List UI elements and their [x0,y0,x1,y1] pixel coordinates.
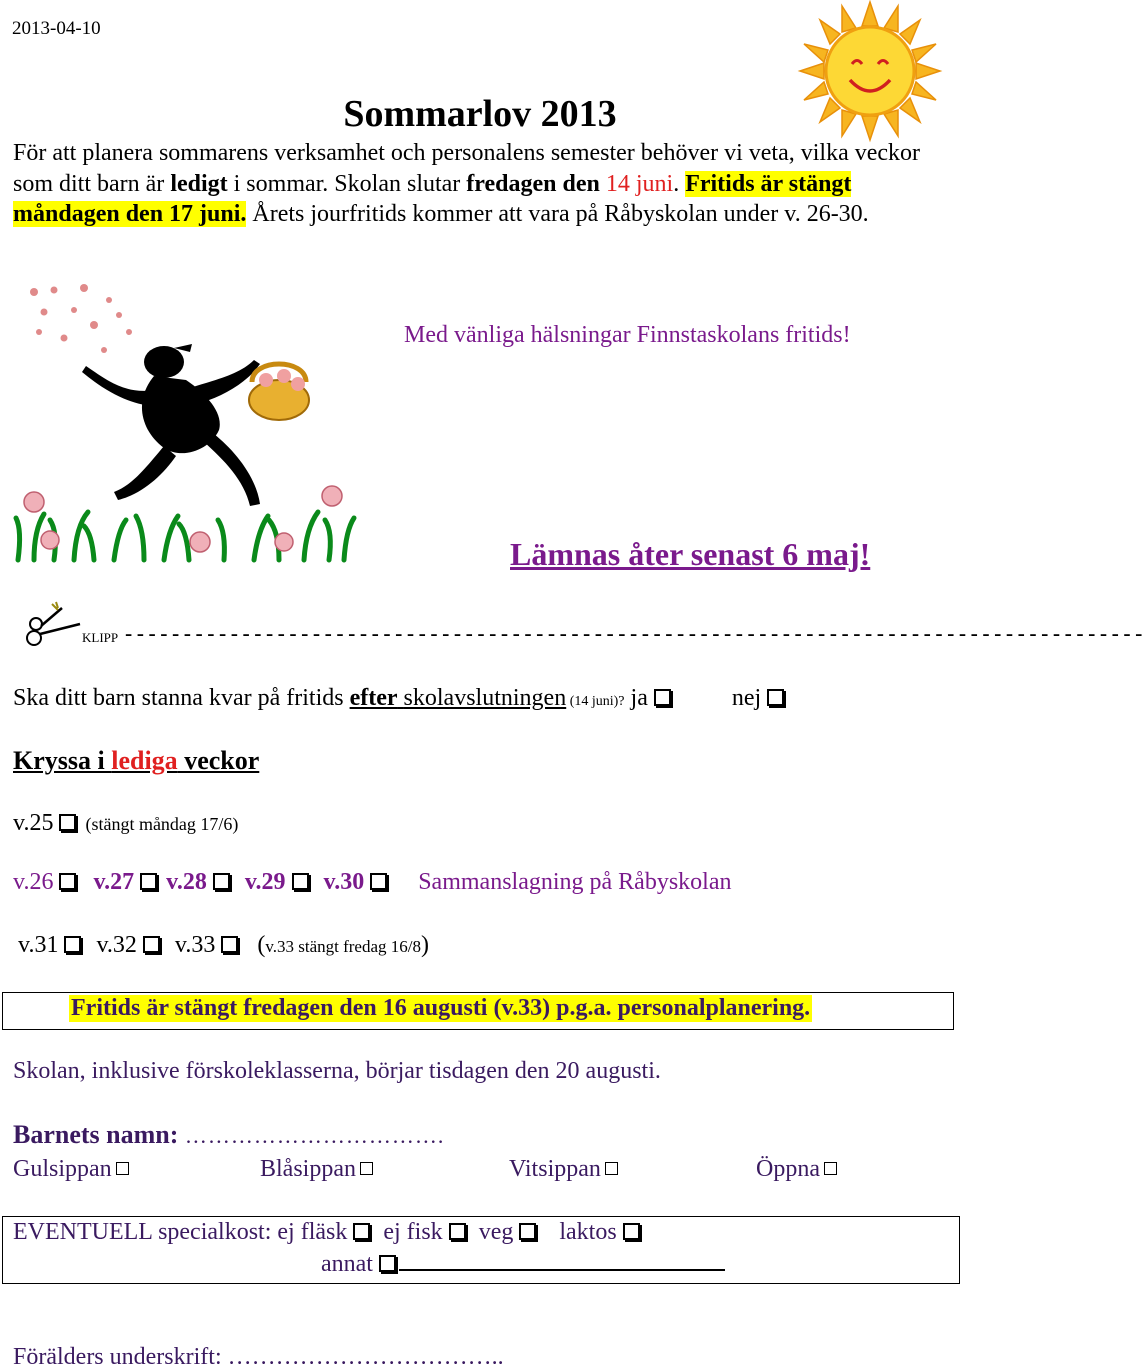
kryssa-veckor: veckor [177,746,260,775]
intro-text: . [673,170,686,197]
group-oppna[interactable] [756,1156,841,1183]
week-26-checkbox[interactable] [59,873,76,890]
week-29-checkbox[interactable] [292,873,309,890]
no-fish-checkbox[interactable] [449,1223,466,1240]
intro-text: För att planera sommarens verksamhet och personalens semester behöver vi veta, vilka veckor som ditt barn är [13,140,921,197]
weeks-31-33-row [18,932,429,959]
week-31-checkbox[interactable] [64,936,81,953]
week-27-checkbox[interactable] [140,873,157,890]
lactose-label: laktos [559,1219,617,1245]
flower-grass-icon [16,486,354,560]
week-33-note: v.33 stängt fredag 16/8 [265,937,421,956]
no-label: nej [731,685,762,711]
week-33-note-close: ) [421,932,429,958]
group-label: Gulsippan [13,1156,112,1182]
document-date: 2013-04-10 [12,18,101,39]
special-diet-label: EVENTUELL specialkost: ej fläsk [13,1219,348,1245]
scissors-icon [22,602,82,648]
week-33-label: v.33 [174,932,216,958]
regards-text: Med vänliga hälsningar Finnstaskolans fritids! [404,322,851,348]
week-26-label: v.26 [13,869,54,895]
child-name-field[interactable] [13,1120,444,1150]
intro-highlight-closed: Fritids är stängt måndagen den 17 juni. [13,170,852,227]
intro-red-date: 14 juni [605,170,674,197]
week-25-label: v.25 [13,810,54,836]
closed-notice-text: Fritids är stängt fredagen den 16 augusti (v.33) p.g.a. personalplanering. [71,995,811,1021]
week-28-checkbox[interactable] [213,873,230,890]
running-man-illustration [14,280,354,570]
week-33-checkbox[interactable] [221,936,238,953]
page-title: Sommarlov 2013 [343,93,617,135]
group-label: Vitsippan [509,1156,601,1182]
week-30-checkbox[interactable] [370,873,387,890]
special-diet-line1 [13,1219,643,1246]
other-checkbox[interactable] [379,1255,396,1272]
group-label: Öppna [756,1156,820,1182]
cut-line [22,602,1144,652]
week-32-label: v.32 [96,932,137,958]
kryssa-text: Kryssa i [13,746,112,775]
parent-signature-field[interactable] [13,1344,504,1371]
yes-label: ja [624,685,648,711]
group-blasippan[interactable] [260,1156,377,1183]
week-30-label: v.30 [323,869,365,895]
intro-bold-date: fredagen den [466,170,606,197]
intro-text: Årets jourfritids kommer att vara på Råbyskolan under v. 26-30. [246,201,869,227]
flower-basket-icon [249,364,309,420]
week-32-checkbox[interactable] [143,936,160,953]
intro-text: i sommar. Skolan slutar [227,170,467,197]
week-29-label: v.29 [244,869,286,895]
week-28-label: v.28 [166,869,207,895]
checkbox-icon[interactable] [116,1162,129,1175]
no-checkbox[interactable] [767,689,784,706]
week-33-note-open: ( [257,932,266,958]
mark-weeks-heading [13,746,259,776]
group-label: Blåsippan [260,1156,356,1182]
klipp-label: KLIPP [82,630,119,645]
child-name-label: Barnets namn: [13,1120,179,1149]
closed-notice-box [2,992,954,1030]
week-31-label: v.31 [18,932,59,958]
intro-bold-ledigt: ledigt [170,170,228,197]
other-input-line[interactable] [399,1251,725,1271]
special-diet-box [2,1216,960,1284]
question-date-note: (14 juni)? [566,694,625,709]
parent-signature-dots: …………………………….. [221,1344,504,1370]
checkbox-icon[interactable] [360,1162,373,1175]
question-skolavslutningen: skolavslutningen [403,685,567,711]
checkbox-icon[interactable] [605,1162,618,1175]
no-pork-checkbox[interactable] [353,1223,370,1240]
child-name-dots: ……………………………. [178,1123,445,1148]
merge-note: Sammanslagning på Råbyskolan [418,869,732,895]
weeks-26-30-row [13,869,732,896]
kryssa-lediga: lediga [111,746,178,775]
cut-dashes: --------------------------------------------------------------------------------------- [122,622,1144,647]
week-25-row [13,810,238,837]
checkbox-icon[interactable] [824,1162,837,1175]
deadline-heading: Lämnas åter senast 6 maj! [510,536,871,572]
no-fish-label: ej fisk [383,1219,443,1245]
week-25-checkbox[interactable] [59,814,76,831]
group-gulsippan[interactable] [13,1156,133,1183]
week-25-note: (stängt måndag 17/6) [85,814,239,834]
question-text: Ska ditt barn stanna kvar på fritids [13,685,350,711]
other-label: annat [321,1251,373,1277]
intro-paragraph [13,138,933,230]
stay-question [13,685,787,712]
group-vitsippan[interactable] [509,1156,622,1183]
yes-checkbox[interactable] [654,689,671,706]
week-27-label: v.27 [93,869,135,895]
parent-signature-label: Förälders underskrift: [13,1344,222,1370]
veg-label: veg [478,1219,514,1245]
special-diet-line2 [321,1251,725,1278]
veg-checkbox[interactable] [519,1223,536,1240]
lactose-checkbox[interactable] [623,1223,640,1240]
school-start-text: Skolan, inklusive förskoleklasserna, börjar tisdagen den 20 augusti. [13,1058,661,1084]
question-efter: efter [349,685,398,711]
